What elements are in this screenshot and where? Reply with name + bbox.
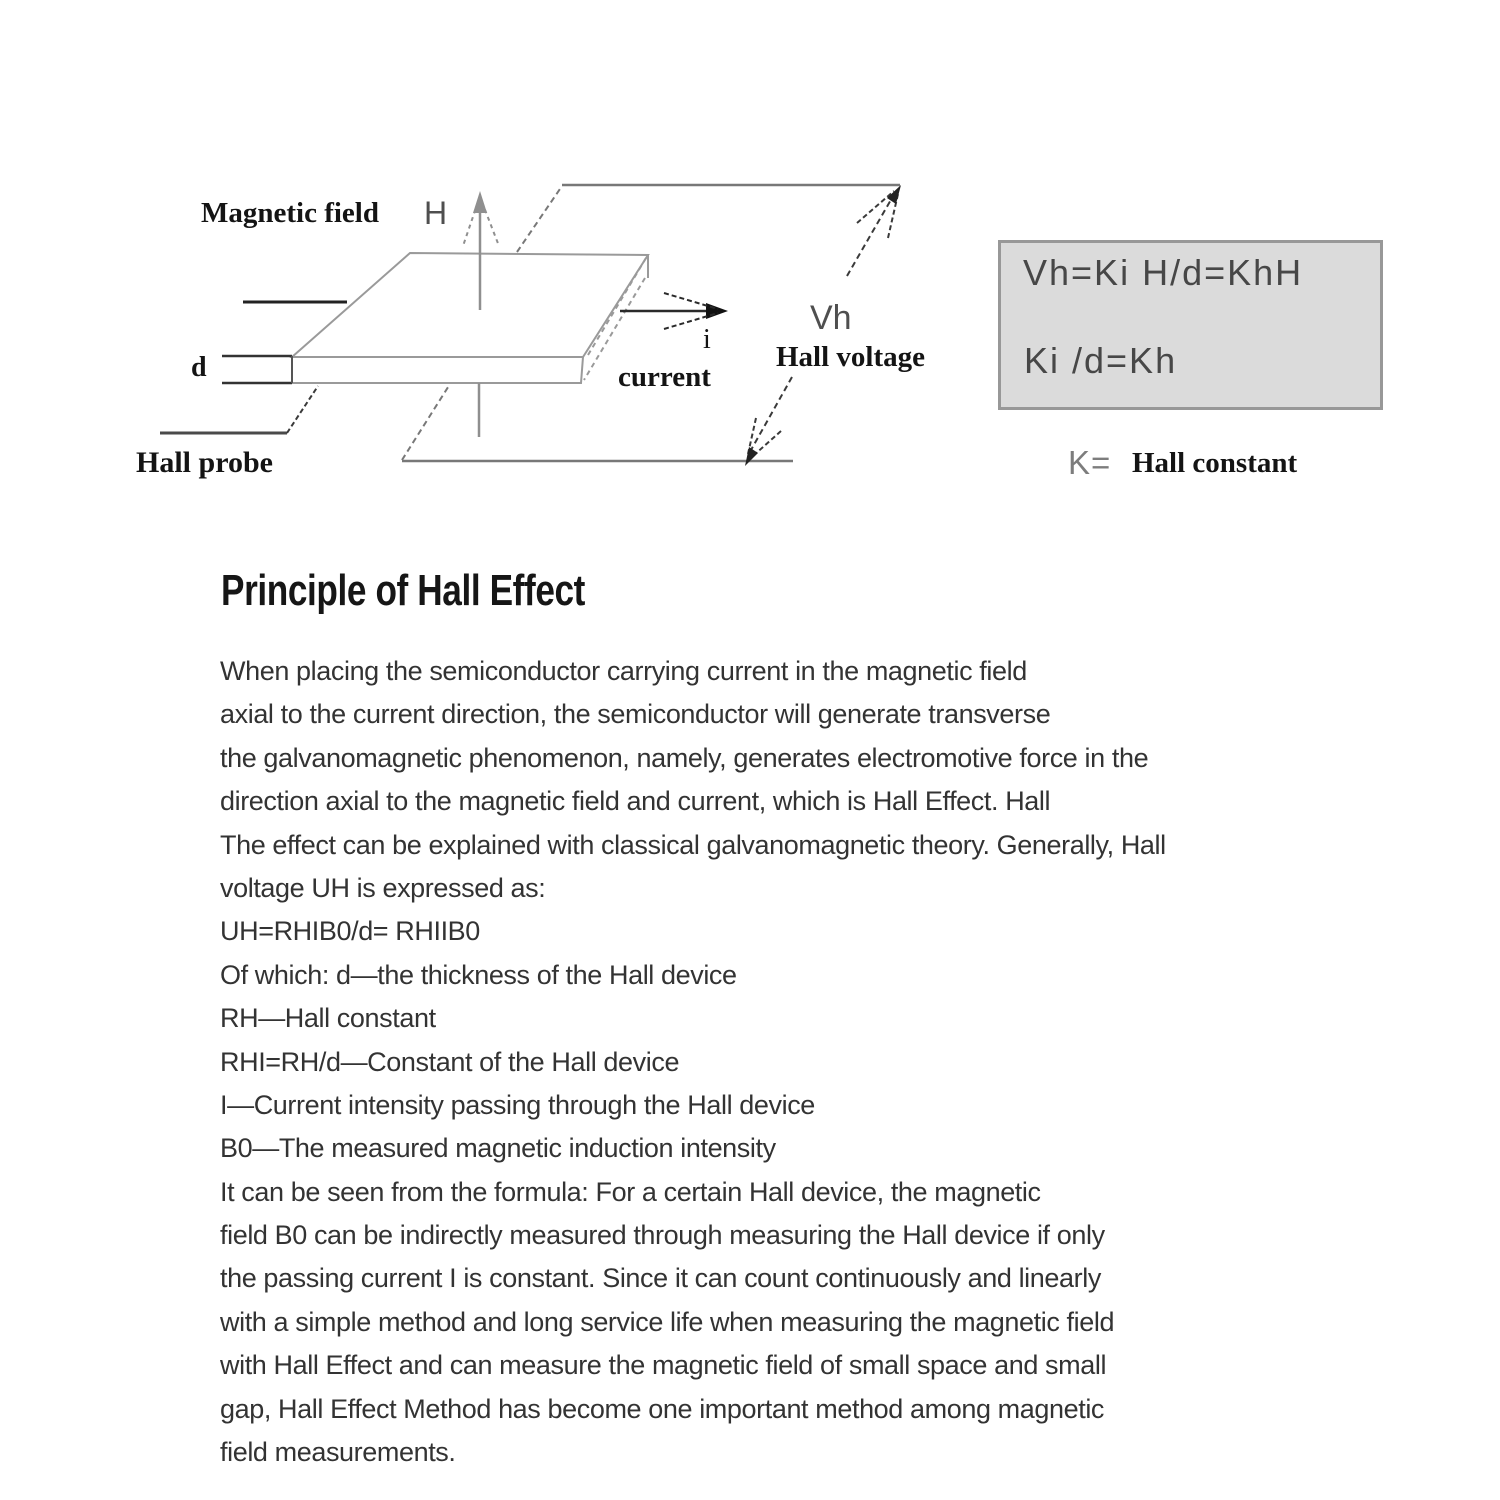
upper-plane-line: [517, 185, 900, 252]
hall-voltage-label: Hall voltage: [776, 341, 926, 373]
hall-constant-symbol: K=: [1068, 444, 1112, 481]
hall-voltage-up-arrow: [847, 185, 901, 276]
text-line: direction axial to the magnetic field and current, which is Hall Effect. Hall: [220, 786, 1051, 817]
text-line: axial to the current direction, the semiconductor will generate transverse: [220, 699, 1051, 730]
text-line: RH—Hall constant: [220, 1003, 436, 1034]
text-line: RHI=RH/d—Constant of the Hall device: [220, 1046, 680, 1077]
field-symbol-label: H: [424, 195, 448, 231]
text-line: When placing the semiconductor carrying current in the magnetic field: [220, 656, 1027, 686]
hall-effect-figure: [0, 0, 1500, 530]
text-line: with a simple method and long service life when measuring the magnetic field: [220, 1306, 1115, 1337]
magnetic-field-label: Magnetic field: [201, 197, 379, 229]
text-line: The effect can be explained with classical galvanomagnetic theory. Generally, Hall: [220, 829, 1166, 860]
lower-plane-line: [402, 384, 793, 461]
hall-voltage-symbol-label: Vh: [810, 299, 852, 337]
formula-box: [998, 240, 1383, 410]
formula-line-1: Vh=Ki H/d=KhH: [1023, 252, 1304, 293]
text-line: UH=RHIB0/d= RHIIB0: [220, 916, 480, 947]
text-line: the passing current I is constant. Since it can count continuously and linearly: [220, 1263, 1101, 1294]
hall-constant-label: Hall constant: [1132, 447, 1298, 479]
text-line: I—Current intensity passing through the Hall device: [220, 1089, 815, 1120]
text-line: gap, Hall Effect Method has become one important method among magnetic: [220, 1393, 1105, 1424]
formula-line-2: Ki /d=Kh: [1024, 340, 1178, 381]
current-label: current: [618, 361, 711, 393]
text-line: It can be seen from the formula: For a certain Hall device, the magnetic: [220, 1176, 1041, 1207]
article-body: [220, 650, 1280, 1474]
text-line: B0—The measured magnetic induction intensity: [220, 1133, 776, 1164]
page-title: Principle of Hall Effect: [221, 566, 585, 615]
text-line: field B0 can be indirectly measured through measuring the Hall device if only: [220, 1220, 1105, 1251]
text-line: with Hall Effect and can measure the magnetic field of small space and small: [220, 1350, 1107, 1381]
text-line: Of which: d—the thickness of the Hall device: [220, 959, 737, 990]
hall-probe-label: Hall probe: [136, 446, 273, 479]
text-line: field measurements.: [220, 1437, 456, 1468]
current-arrow: [620, 293, 728, 329]
thickness-symbol-label: d: [191, 352, 207, 383]
hall-voltage-down-arrow: [745, 377, 792, 466]
text-line: the galvanomagnetic phenomenon, namely, generates electromotive force in the: [220, 742, 1149, 773]
current-symbol-label: i: [703, 324, 711, 355]
text-line: voltage UH is expressed as:: [220, 872, 546, 903]
